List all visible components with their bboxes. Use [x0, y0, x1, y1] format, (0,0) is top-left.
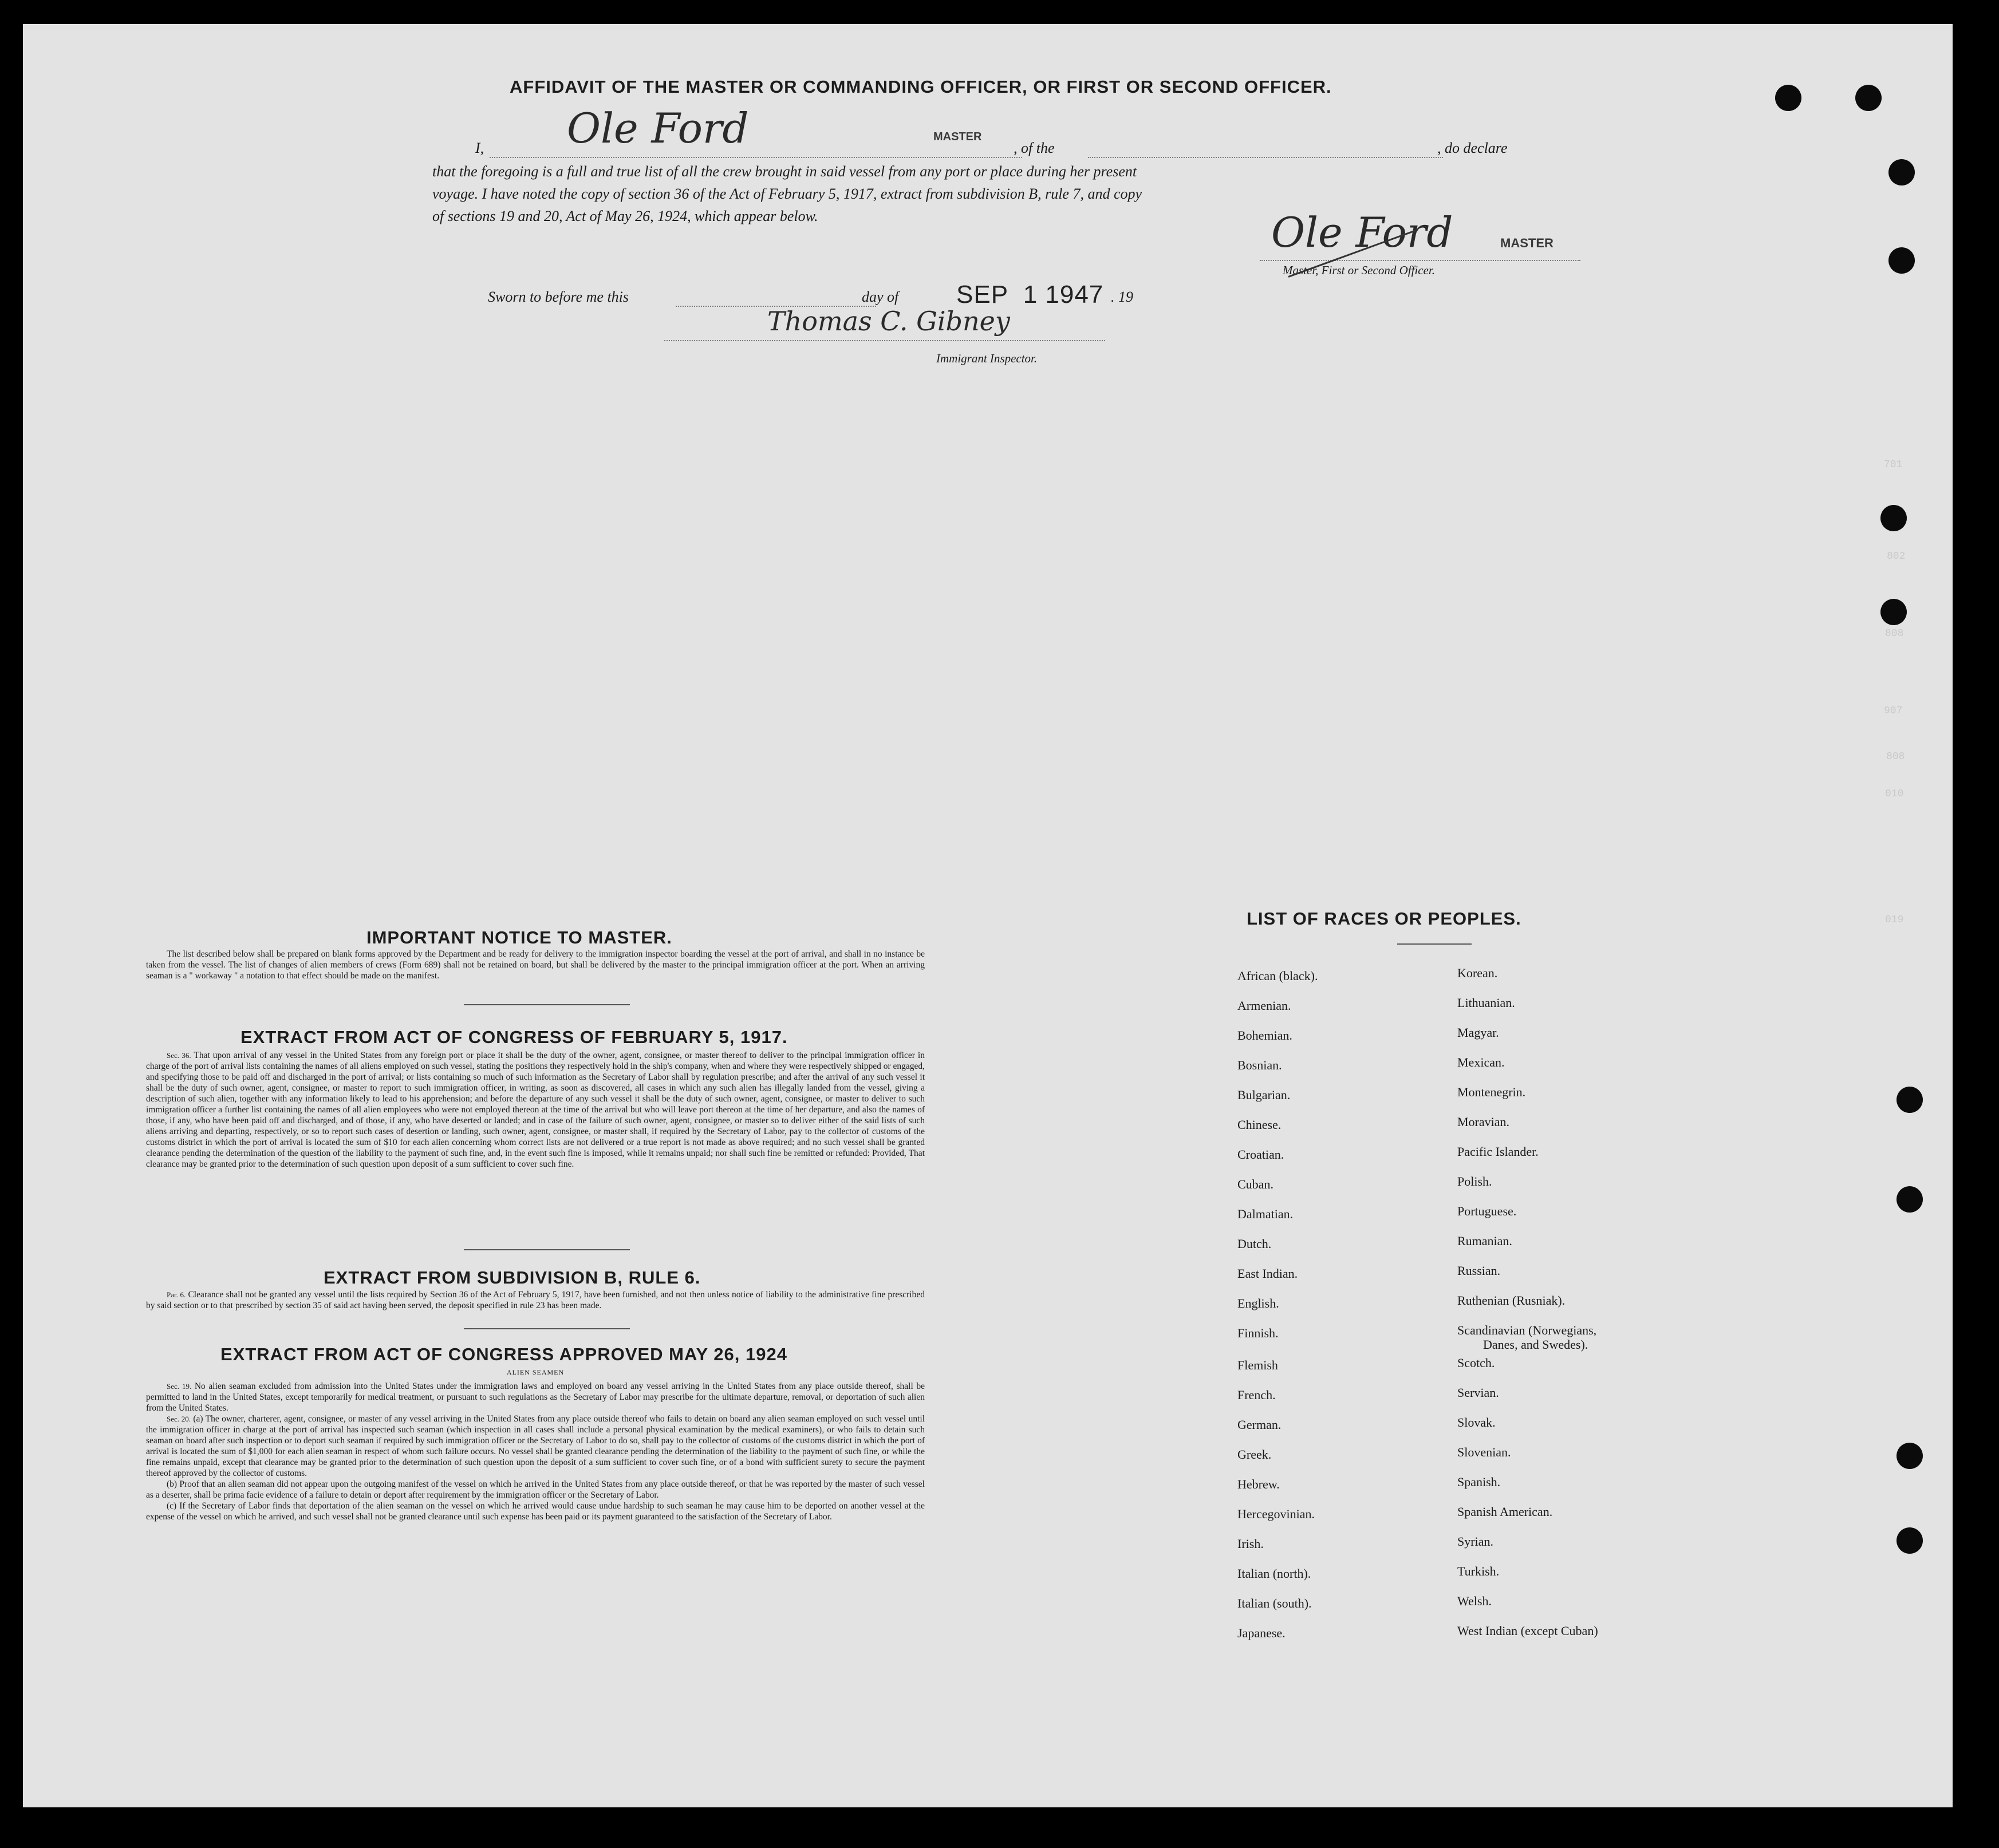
sec19-text: No alien seaman excluded from admission into the United States under the immigration laws and employed on board any vessel arriving in the United States from any place outside thereof, shall be permitted to land in the United States, except temporarily for medical treatment, or pursuant to such regulations as the Secretary of Labor may prescribe for the ultimate departure, removal, or deportation of such alien from the United States. [146, 1381, 925, 1413]
officer-caption: Master, First or Second Officer. [1283, 263, 1435, 277]
bleed-through-number: 701 [1884, 459, 1903, 471]
section-rule [1397, 943, 1472, 945]
race-right-item: Portuguese. [1457, 1204, 1517, 1218]
bleed-through-number: 808 [1885, 628, 1904, 639]
race-right-item: West Indian (except Cuban) [1457, 1624, 1598, 1638]
name-blank-line [490, 157, 1022, 158]
sworn-prefix: Sworn to before me this [488, 289, 629, 305]
sec20a-paragraph [146, 1413, 925, 1479]
race-left-item: Dutch. [1237, 1237, 1272, 1251]
race-right-item: Spanish American. [1457, 1505, 1553, 1519]
race-right-item: Syrian. [1457, 1534, 1493, 1549]
race-right-item: Welsh. [1457, 1594, 1492, 1608]
sec20a-text: (a) The owner, charterer, agent, consignee, or master of any vessel arriving in the United States from any place outside thereof who fails to detain on board any alien seaman employed on such vessel until the immigration officer in charge at the port of arrival has inspected such seaman (which inspection in all cases shall include a personal physical examination by the medical examiners), or who fails to detain such seaman on board after such inspection or to deport such seaman if required by such immigration officer or the Secretary of Labor to do so, shall pay to the collector of customs of the customs district in which the port of arrival is located the sum of $1,000 for each alien seaman in respect of whom such failure occurs. No vessel shall be granted clearance pending the determination of the liability to the payment of such fine, or while the fine remains unpaid, except that clearance may be granted prior to the determination of such question upon the deposit of a sum sufficient to cover such fine, or of a bond with sufficient surety to secure the payment thereof approved by the collector of customs. [146, 1414, 925, 1478]
affidavit-line-4: of sections 19 and 20, Act of May 26, 1924, which appear below. [432, 208, 818, 224]
race-right-item: Polish. [1457, 1174, 1492, 1188]
race-right-item: Spanish. [1457, 1475, 1501, 1489]
sec20-label: Sec. 20. [167, 1415, 191, 1423]
race-right-item: Slovenian. [1457, 1445, 1511, 1459]
bleed-through-number: 802 [1887, 551, 1906, 562]
races-title: LIST OF RACES OR PEOPLES. [1247, 909, 1521, 929]
race-right-item: Mexican. [1457, 1055, 1505, 1069]
bleed-through-number: 010 [1885, 788, 1904, 800]
race-left-item: French. [1237, 1388, 1276, 1402]
race-left-item: East Indian. [1237, 1266, 1298, 1281]
race-right-item: Korean. [1457, 966, 1498, 980]
race-left-item: Flemish [1237, 1358, 1278, 1372]
punch-hole [1897, 1186, 1923, 1213]
race-right-item: Servian. [1457, 1385, 1499, 1400]
extract-1924-title: EXTRACT FROM ACT OF CONGRESS APPROVED MAY 26, 1924 [220, 1344, 787, 1364]
race-left-item: Finnish. [1237, 1326, 1279, 1340]
race-left-item: Greek. [1237, 1447, 1272, 1462]
section-rule [464, 1004, 630, 1005]
punch-hole [1880, 599, 1907, 625]
punch-hole [1897, 1087, 1923, 1113]
race-right-item: Russian. [1457, 1263, 1501, 1278]
extract-rule6-par-label: Par. 6. [167, 1290, 186, 1299]
race-left-item: African (black). [1237, 969, 1318, 983]
master-signature-1: Ole Ford [567, 104, 749, 152]
race-left-item: Dalmatian. [1237, 1207, 1294, 1221]
race-left-item: German. [1237, 1417, 1282, 1432]
inspector-signature: Thomas C. Gibney [767, 306, 1010, 337]
race-right-item: Moravian. [1457, 1115, 1510, 1129]
race-left-item: Hercegovinian. [1237, 1507, 1315, 1521]
master-stamp-2: MASTER [1500, 236, 1554, 250]
sec20c-paragraph: (c) If the Secretary of Labor finds that deportation of the alien seaman on the vessel on which he arrived would cause undue hardship to such seaman he may cause him to be deported on another vessel at the expense of the vessel on which he arrived, and such vessel shall not be granted clearance until such expense has been paid or its payment guaranteed to the satisfaction of the Secretary of Labor. [146, 1501, 925, 1522]
bleed-through-number: 019 [1885, 914, 1904, 926]
officer-signature-line [1260, 260, 1580, 261]
race-right-item: Magyar. [1457, 1025, 1499, 1040]
punch-hole [1897, 1527, 1923, 1554]
punch-hole [1897, 1443, 1923, 1469]
race-right-continuation: Danes, and Swedes). [1483, 1337, 1588, 1352]
sworn-date-stamp: SEP 1 1947 [956, 281, 1104, 309]
affidavit-declare: , do declare [1437, 140, 1508, 156]
race-right-item: Pacific Islander. [1457, 1144, 1539, 1159]
race-right-item: Rumanian. [1457, 1234, 1512, 1248]
extract-1924-subtitle: ALIEN SEAMEN [506, 1368, 565, 1376]
extract-1917-text: That upon arrival of any vessel in the United States from any foreign port or place it shall be the duty of the owner, agent, consignee, or master thereof to deliver to the principal immigration officer in charge of the port of arrival lists containing the names of all aliens employed on such vessel, stating the positions they respectively hold in the ship's company, when and where they were respectively shipped or engaged, and specifying those to be paid off and discharged in the port of arrival; or lists containing so much of such information as the Secretary of Labor shall by regulation prescribe; and after the arrival of any such vessel it shall be the duty of such owner, agent, consignee, or master to report to such immigration officer, in writing, as soon as discovered, all cases in which any such alien has illegally landed from the vessel, giving a description of such alien, together with any information likely to lead to his apprehension; and before the departure of any such vessel it shall be the duty of such owner, agent, consignee, or master to deliver to such immigration officer a further list containing the names of all alien employees who were not employed thereon at the time of the arrival but who will leave port thereon at the time of her departure, and also the names of those, if any, who have been paid off and discharged, and of those, if any, who have deserted or landed; and in case of the failure of such owner, agent, consignee, or master so to deliver either of the said lists of such aliens arriving and departing, respectively, or so to report such cases of desertion or landing, such owner, agent, consignee, or master shall, if required by the Secretary of Labor, pay to the collector of customs of the customs district in which the port of arrival is located the sum of $10 for each alien concerning whom correct lists are not delivered or a true report is not made as above required; and no such vessel shall be granted clearance pending the determination of the question of the liability to the payment of such fine, and, in the event such fine is imposed, while it remains unpaid; nor shall such fine be remitted or refunded: Provided, That clearance may be granted prior to the determination of such question upon deposit of a sum sufficient to cover such fine. [146, 1051, 925, 1169]
race-right-item: Lithuanian. [1457, 996, 1515, 1010]
sworn-day-of: day of [862, 289, 899, 305]
race-left-item: Chinese. [1237, 1118, 1282, 1132]
punch-hole [1888, 159, 1915, 185]
race-left-item: Bulgarian. [1237, 1088, 1291, 1102]
extract-rule6-title: EXTRACT FROM SUBDIVISION B, RULE 6. [324, 1267, 701, 1288]
extract-rule6-text: Clearance shall not be granted any vessel until the lists required by Section 36 of the Act of February 5, 1917, have been furnished, and not then unless notice of liability to the administrative fine prescribed by said section or to that prescribed by section 35 of said act having been served, the deposit specified in rule 23 has been made. [146, 1290, 925, 1310]
affidavit-title: AFFIDAVIT OF THE MASTER OR COMMANDING OFFICER, OR FIRST OR SECOND OFFICER. [510, 77, 1332, 97]
vessel-blank-line [1088, 157, 1443, 158]
affidavit-of-the: , of the [1014, 140, 1055, 156]
extract-1924-body [146, 1381, 925, 1522]
race-left-item: Bohemian. [1237, 1028, 1292, 1043]
race-right-item: Scandinavian (Norwegians, [1457, 1323, 1597, 1337]
affidavit-i-label: I, [475, 140, 484, 156]
race-left-item: Japanese. [1237, 1626, 1286, 1640]
race-left-item: Cuban. [1237, 1177, 1273, 1191]
race-right-item: Ruthenian (Rusniak). [1457, 1293, 1566, 1308]
race-left-item: English. [1237, 1296, 1279, 1310]
extract-rule6-body [146, 1289, 925, 1311]
inspector-caption: Immigrant Inspector. [936, 352, 1038, 365]
race-left-item: Italian (north). [1237, 1566, 1311, 1581]
race-left-item: Armenian. [1237, 998, 1291, 1013]
master-signature-2: Ole Ford [1271, 208, 1453, 256]
affidavit-line-3: voyage. I have noted the copy of section 36 of the Act of February 5, 1917, extract from subdivision B, rule 7, and copy [432, 185, 1142, 202]
race-left-item: Italian (south). [1237, 1596, 1312, 1610]
sec19-paragraph [146, 1381, 925, 1413]
notice-title: IMPORTANT NOTICE TO MASTER. [366, 927, 672, 947]
inspector-signature-line [664, 340, 1105, 341]
race-left-item: Hebrew. [1237, 1477, 1280, 1491]
extract-1917-body [146, 1050, 925, 1170]
punch-hole [1880, 505, 1907, 531]
section-rule [464, 1328, 630, 1329]
race-right-item: Turkish. [1457, 1564, 1500, 1578]
punch-hole [1775, 85, 1801, 111]
race-right-item: Scotch. [1457, 1356, 1495, 1370]
race-left-item: Irish. [1237, 1537, 1264, 1551]
race-right-item: Slovak. [1457, 1415, 1496, 1430]
punch-hole [1888, 247, 1915, 274]
master-stamp-1: MASTER [933, 131, 982, 143]
notice-body: The list described below shall be prepared on blank forms approved by the Department and be ready for delivery to the immigration inspector boarding the vessel at the port of arrival, and shall in no instance be taken from the vessel. The list of changes of alien members of crews (Form 689) shall not be retained on board, but shall be delivered by the master to the principal immigration officer at the port. When an arriving seaman is a " workaway " a notation to that effect should be made on the manifest. [146, 949, 925, 981]
extract-1917-title: EXTRACT FROM ACT OF CONGRESS OF FEBRUARY 5, 1917. [240, 1027, 788, 1047]
bleed-through-number: 808 [1886, 751, 1905, 763]
race-right-item: Montenegrin. [1457, 1085, 1526, 1099]
sec19-label: Sec. 19. [167, 1382, 192, 1391]
race-left-item: Croatian. [1237, 1147, 1284, 1162]
section-rule [464, 1249, 630, 1250]
bleed-through-number: 907 [1884, 705, 1903, 717]
sec20b-paragraph: (b) Proof that an alien seaman did not appear upon the outgoing manifest of the vessel on which he arrived in the United States from any place outside thereof, or that he was reported by the master of such vessel as a deserter, shall be prima facie evidence of a failure to detain or deport after requirement by the immigration officer or the Secretary of Labor. [146, 1479, 925, 1500]
punch-hole [1855, 85, 1882, 111]
sworn-year-prefix: . 19 [1111, 289, 1133, 305]
extract-1917-sec-label: Sec. 36. [167, 1051, 191, 1060]
race-left-item: Bosnian. [1237, 1058, 1282, 1072]
manifest-page [23, 24, 1953, 1807]
affidavit-line-2: that the foregoing is a full and true list of all the crew brought in said vessel from any port or place during her present [432, 163, 1137, 180]
